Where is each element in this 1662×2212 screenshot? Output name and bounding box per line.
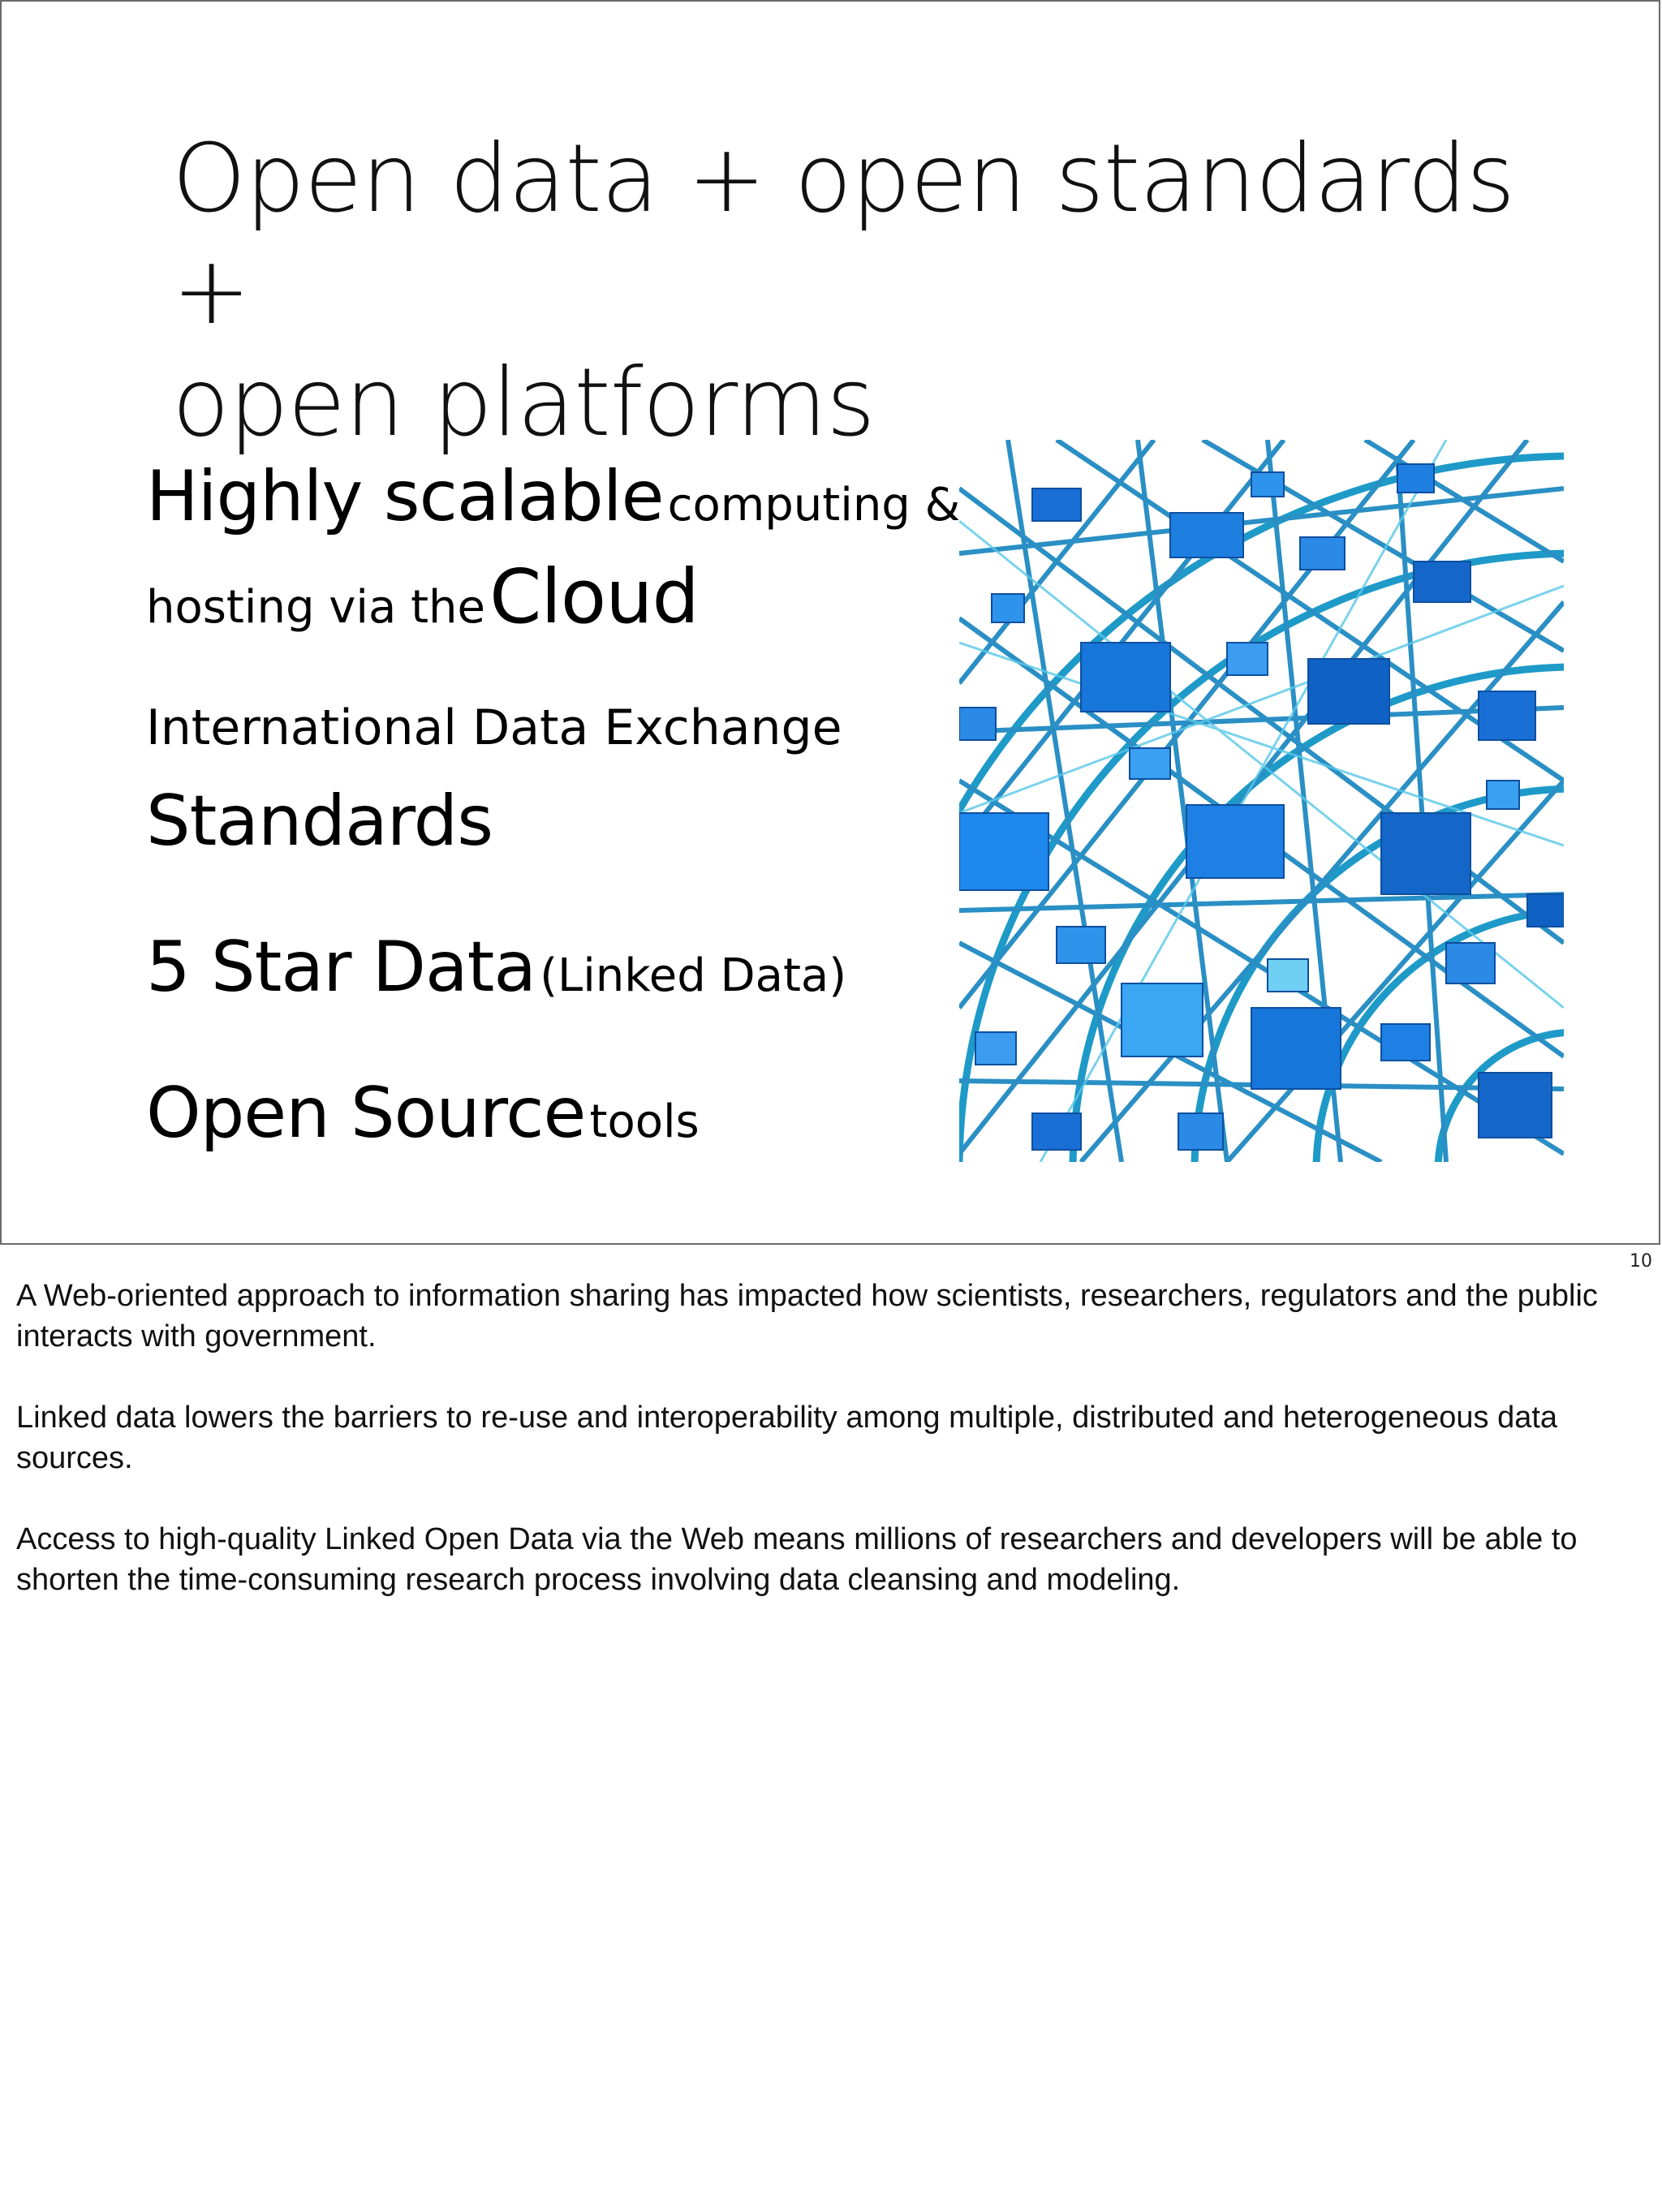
slide-title xyxy=(172,123,1552,459)
bullet-opensource-text: tools xyxy=(589,1095,700,1148)
bullet-cloud-line-2 xyxy=(146,553,699,640)
notes-paragraph-3: Access to high-quality Linked Open Data via the Web means millions of researchers and developers will be able to shorten the time-consuming research process involving data cleansing and modeling. xyxy=(16,1522,1578,1597)
bullet-cloud-emphasis-2: Cloud xyxy=(489,553,699,640)
title-line-2: open platforms xyxy=(172,348,875,458)
bullet-cloud-text-2: hosting via the xyxy=(146,581,486,634)
bullet-cloud-line-1 xyxy=(146,456,960,537)
bullet-5star xyxy=(146,927,846,1008)
notes-paragraph-1: A Web-oriented approach to information sharing has impacted how scientists, researchers, regulators and the public interacts with government. xyxy=(16,1279,1598,1353)
bullet-cloud-emphasis: Highly scalable xyxy=(146,456,664,537)
page-number: 10 xyxy=(1630,1251,1652,1272)
network-globe-icon xyxy=(959,440,1564,1162)
bullet-opensource xyxy=(146,1073,700,1154)
notes-paragraph-2: Linked data lowers the barriers to re-use and interoperability among multiple, distributed and heterogeneous data sources. xyxy=(16,1401,1558,1475)
title-line-1: Open data + open standards + xyxy=(172,124,1515,346)
speaker-notes xyxy=(16,1276,1639,1641)
bullet-standards-line-2 xyxy=(146,781,493,862)
bullet-5star-text: (Linked Data) xyxy=(540,949,847,1002)
bullet-5star-emphasis: 5 Star Data xyxy=(146,927,536,1008)
bullet-opensource-emphasis: Open Source xyxy=(146,1073,586,1154)
bullet-standards-emphasis: Standards xyxy=(146,781,493,862)
bullet-standards-line-1 xyxy=(146,699,842,756)
bullet-cloud-text: computing & xyxy=(667,479,961,531)
bullet-standards-text: International Data Exchange xyxy=(146,699,842,756)
